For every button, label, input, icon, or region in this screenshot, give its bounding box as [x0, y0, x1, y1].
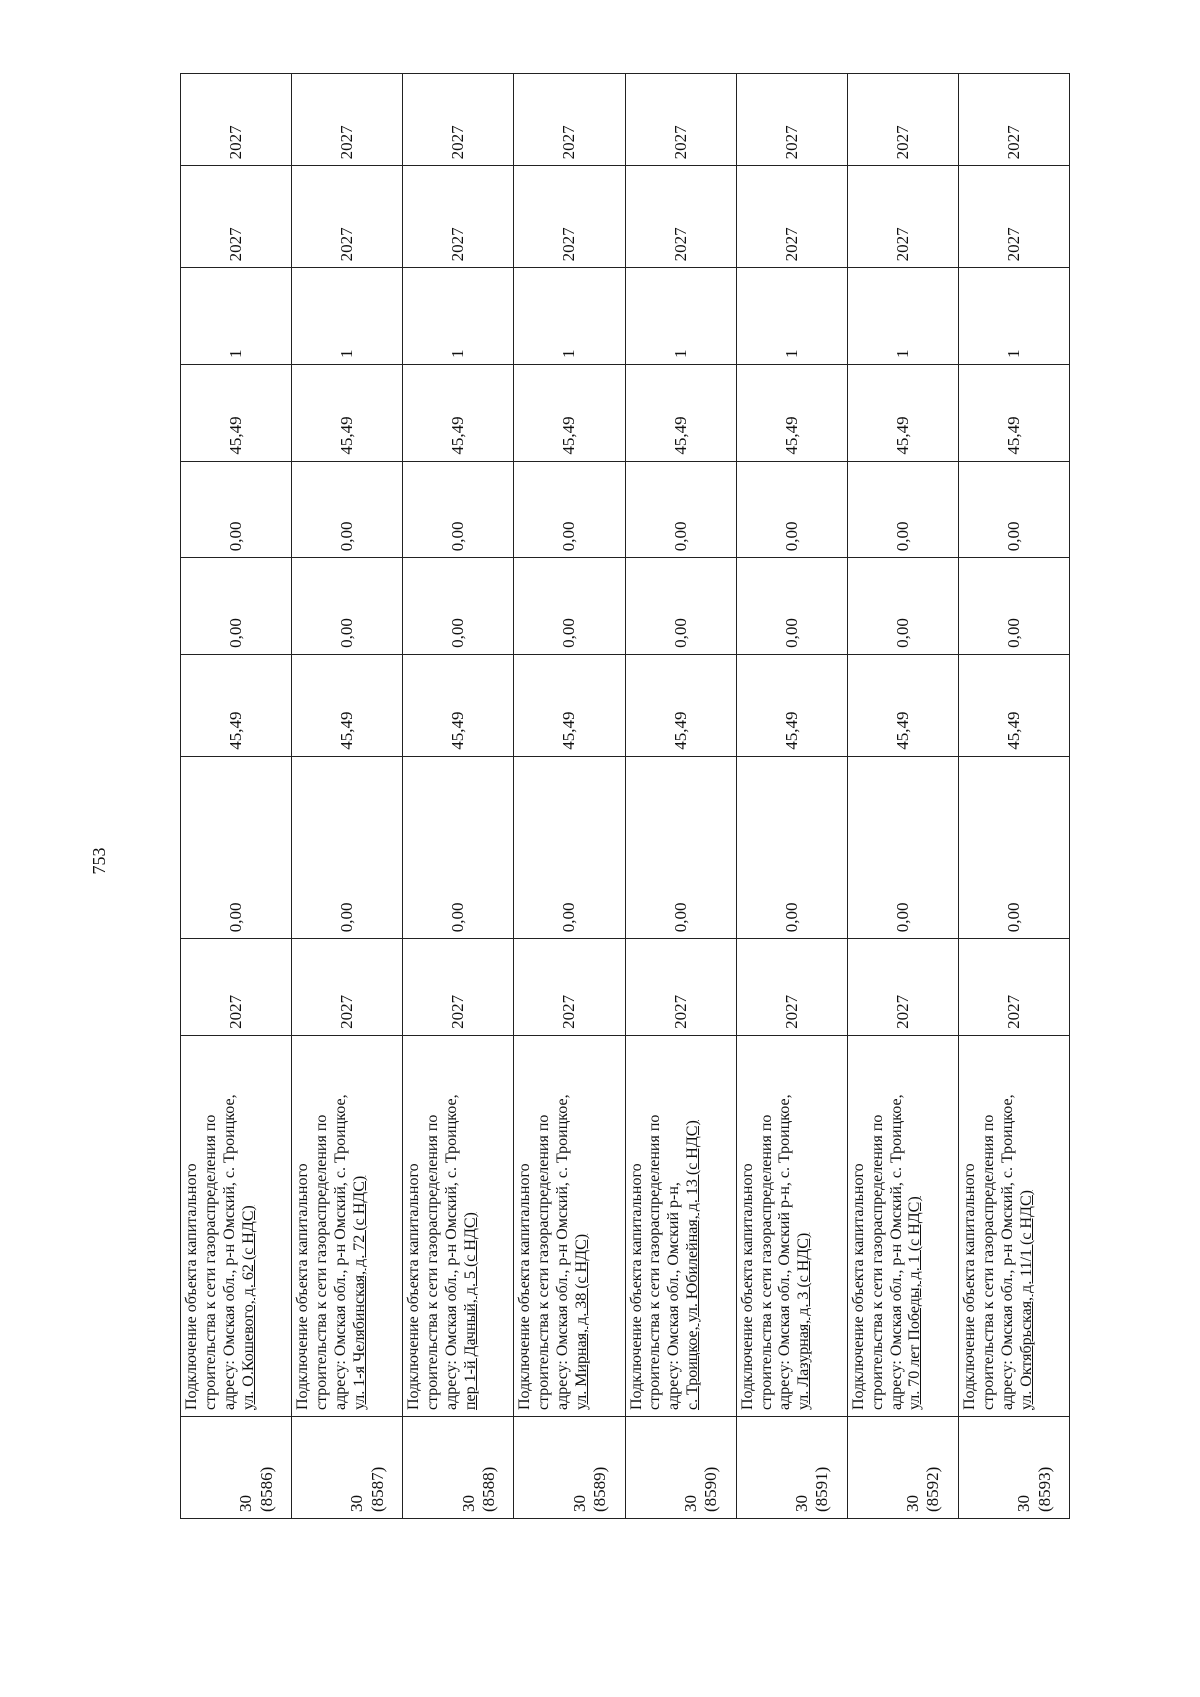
- description-cell: [958, 1035, 1069, 1416]
- year-cell: 2027: [847, 74, 958, 166]
- row-number: 30: [236, 1495, 256, 1512]
- table-row: [181, 74, 292, 1519]
- count-cell: 1: [292, 268, 403, 365]
- description-line: строительства к сети газораспределения по: [868, 1114, 886, 1411]
- value-cell: 45,49: [514, 364, 625, 461]
- start-year-cell: 2027: [958, 939, 1069, 1036]
- value-cell: 45,49: [625, 364, 736, 461]
- value-cell: 0,00: [181, 558, 292, 655]
- row-number: 30: [1014, 1495, 1034, 1512]
- description-line: строительства к сети газораспределения по: [535, 1114, 553, 1411]
- value-cell: 0,00: [292, 756, 403, 939]
- year-cell: 2027: [403, 166, 514, 268]
- table-row: [292, 74, 403, 1519]
- row-code: (8588): [478, 1466, 498, 1512]
- row-number-cell: [403, 1417, 514, 1519]
- year-cell: 2027: [847, 166, 958, 268]
- description-cell: [847, 1035, 958, 1416]
- start-year-cell: 2027: [847, 939, 958, 1036]
- year-cell: 2027: [514, 74, 625, 166]
- value-cell: 0,00: [625, 461, 736, 558]
- year-cell: 2027: [625, 166, 736, 268]
- value-cell: 0,00: [403, 756, 514, 939]
- row-number-cell: [181, 1417, 292, 1519]
- count-cell: 1: [181, 268, 292, 365]
- start-year-cell: 2027: [736, 939, 847, 1036]
- row-number: 30: [791, 1495, 811, 1512]
- description-line: Подключение объекта капитального: [405, 1163, 423, 1411]
- table-row: [514, 74, 625, 1519]
- row-code: (8587): [367, 1466, 387, 1512]
- value-cell: 45,49: [736, 654, 847, 756]
- description-line: адресу: Омская обл., р-н Омский, с. Троицкое,: [887, 1094, 905, 1411]
- value-cell: 0,00: [181, 756, 292, 939]
- value-cell: 0,00: [403, 558, 514, 655]
- description-line: ул. 70 лет Победы, д. 1 (с НДС): [906, 1196, 924, 1411]
- start-year-cell: 2027: [292, 939, 403, 1036]
- year-cell: 2027: [403, 74, 514, 166]
- value-cell: 0,00: [514, 756, 625, 939]
- row-number: 30: [458, 1495, 478, 1512]
- row-number-cell: [514, 1417, 625, 1519]
- row-code: (8593): [1034, 1466, 1054, 1512]
- description-line: Подключение объекта капитального: [183, 1163, 200, 1411]
- start-year-cell: 2027: [403, 939, 514, 1036]
- row-number-cell: [847, 1417, 958, 1519]
- year-cell: 2027: [292, 166, 403, 268]
- value-cell: 45,49: [847, 364, 958, 461]
- value-cell: 0,00: [847, 461, 958, 558]
- value-cell: 0,00: [736, 558, 847, 655]
- description-line: адресу: Омская обл., р-н Омский, с. Троицкое,: [220, 1094, 238, 1411]
- value-cell: 45,49: [181, 364, 292, 461]
- description-line: строительства к сети газораспределения по: [757, 1114, 775, 1411]
- table-row: [403, 74, 514, 1519]
- description-line: Подключение объекта капитального: [849, 1163, 867, 1411]
- description-line: адресу: Омская обл., р-н Омский, с. Троицкое,: [331, 1094, 349, 1411]
- description-line: адресу: Омская обл., Омский р-н, с. Троицкое,: [776, 1094, 794, 1411]
- description-line: Подключение объекта капитального: [294, 1163, 312, 1411]
- value-cell: 0,00: [958, 558, 1069, 655]
- description-line: строительства к сети газораспределения по: [424, 1114, 442, 1411]
- value-cell: 0,00: [736, 756, 847, 939]
- value-cell: 45,49: [403, 364, 514, 461]
- description-line: ул. О.Кошевого, д. 62 (с НДС): [239, 1205, 257, 1411]
- row-code: (8589): [590, 1466, 610, 1512]
- value-cell: 0,00: [514, 461, 625, 558]
- description-line: ул. 1-я Челябинская, д. 72 (с НДС): [350, 1175, 368, 1411]
- table-row: [958, 74, 1069, 1519]
- year-cell: 2027: [181, 74, 292, 166]
- value-cell: 45,49: [847, 654, 958, 756]
- value-cell: 45,49: [514, 654, 625, 756]
- year-cell: 2027: [958, 166, 1069, 268]
- start-year-cell: 2027: [514, 939, 625, 1036]
- row-number: 30: [680, 1495, 700, 1512]
- value-cell: 45,49: [958, 364, 1069, 461]
- year-cell: 2027: [292, 74, 403, 166]
- year-cell: 2027: [514, 166, 625, 268]
- value-cell: 0,00: [181, 461, 292, 558]
- row-code: (8590): [701, 1466, 721, 1512]
- value-cell: 0,00: [736, 461, 847, 558]
- year-cell: 2027: [625, 74, 736, 166]
- row-number: 30: [569, 1495, 589, 1512]
- row-number-cell: [292, 1417, 403, 1519]
- count-cell: 1: [736, 268, 847, 365]
- value-cell: 45,49: [292, 654, 403, 756]
- rotated-table-container: [180, 73, 1070, 1519]
- start-year-cell: 2027: [625, 939, 736, 1036]
- row-number-cell: [958, 1417, 1069, 1519]
- description-line: строительства к сети газораспределения по: [646, 1114, 664, 1411]
- row-code: (8591): [812, 1466, 832, 1512]
- value-cell: 45,49: [403, 654, 514, 756]
- description-line: ул. Мирная, д. 38 (с НДС): [573, 1233, 590, 1411]
- value-cell: 45,49: [181, 654, 292, 756]
- page-number: 753: [89, 847, 109, 875]
- value-cell: 0,00: [292, 461, 403, 558]
- row-code: (8586): [256, 1466, 276, 1512]
- year-cell: 2027: [736, 166, 847, 268]
- value-cell: 0,00: [625, 756, 736, 939]
- value-cell: 0,00: [958, 756, 1069, 939]
- description-cell: [181, 1035, 292, 1416]
- count-cell: 1: [847, 268, 958, 365]
- description-line: адресу: Омская обл., р-н Омский, с. Троицкое,: [554, 1094, 572, 1411]
- value-cell: 45,49: [625, 654, 736, 756]
- value-cell: 0,00: [625, 558, 736, 655]
- description-line: Подключение объекта капитального: [516, 1163, 534, 1411]
- value-cell: 45,49: [292, 364, 403, 461]
- description-cell: [736, 1035, 847, 1416]
- description-cell: [625, 1035, 736, 1416]
- description-line: строительства к сети газораспределения по: [979, 1114, 997, 1411]
- count-cell: 1: [958, 268, 1069, 365]
- value-cell: 0,00: [847, 756, 958, 939]
- description-cell: [403, 1035, 514, 1416]
- count-cell: 1: [403, 268, 514, 365]
- row-number: 30: [903, 1495, 923, 1512]
- description-line: строительства к сети газораспределения по: [313, 1114, 330, 1411]
- year-cell: 2027: [736, 74, 847, 166]
- row-code: (8592): [923, 1466, 943, 1512]
- description-line: адресу: Омская обл., р-н Омский, с. Троицкое,: [998, 1094, 1016, 1411]
- value-cell: 0,00: [514, 558, 625, 655]
- description-line: Подключение объекта капитального: [627, 1163, 645, 1411]
- value-cell: 0,00: [847, 558, 958, 655]
- value-cell: 0,00: [958, 461, 1069, 558]
- table-row: [736, 74, 847, 1519]
- description-line: пер 1-й Дачный, д. 5 (с НДС): [461, 1212, 479, 1411]
- description-line: Подключение объекта капитального: [738, 1163, 756, 1411]
- description-line: Подключение объекта капитального: [960, 1163, 978, 1411]
- table-row: [625, 74, 736, 1519]
- count-cell: 1: [514, 268, 625, 365]
- table-body: [181, 74, 1070, 1519]
- count-cell: 1: [625, 268, 736, 365]
- description-cell: [292, 1035, 403, 1416]
- year-cell: 2027: [181, 166, 292, 268]
- value-cell: 0,00: [403, 461, 514, 558]
- row-number: 30: [347, 1495, 367, 1512]
- description-line: адресу: Омская обл., Омский р-н,: [665, 1182, 683, 1411]
- investment-table: [180, 73, 1070, 1519]
- value-cell: 45,49: [736, 364, 847, 461]
- description-line: с. Троицкое, ул. Юбилейная, д. 13 (с НДС): [684, 1120, 702, 1411]
- table-row: [847, 74, 958, 1519]
- row-number-cell: [625, 1417, 736, 1519]
- value-cell: 0,00: [292, 558, 403, 655]
- value-cell: 45,49: [958, 654, 1069, 756]
- start-year-cell: 2027: [181, 939, 292, 1036]
- description-line: ул. Лазурная, д. 3 (с НДС): [795, 1232, 813, 1411]
- description-line: адресу: Омская обл., р-н Омский, с. Троицкое,: [443, 1094, 460, 1411]
- description-line: ул. Октябрьская, д. 11/1 (с НДС): [1017, 1190, 1035, 1411]
- description-cell: [514, 1035, 625, 1416]
- row-number-cell: [736, 1417, 847, 1519]
- description-line: строительства к сети газораспределения по: [201, 1114, 219, 1411]
- year-cell: 2027: [958, 74, 1069, 166]
